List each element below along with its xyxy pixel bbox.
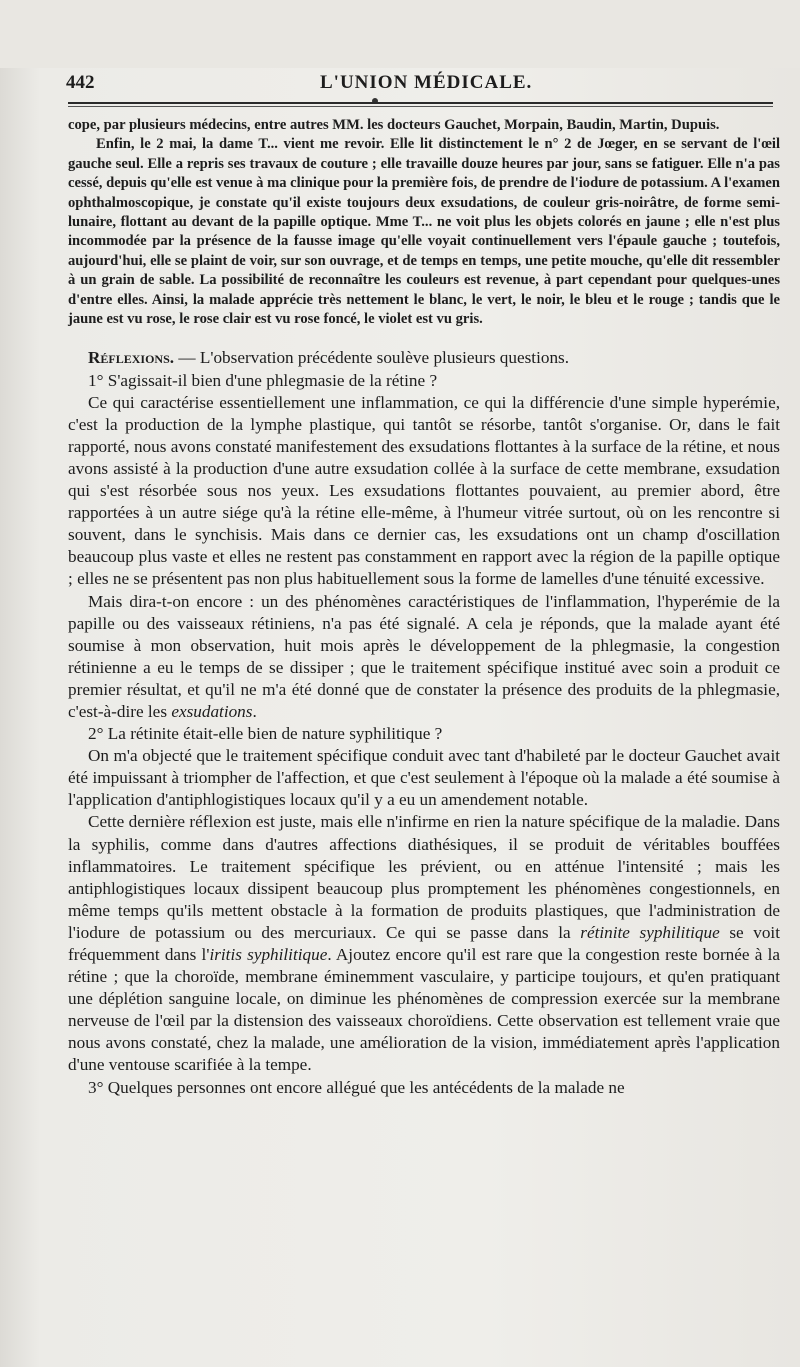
text-run: . Ajoutez encore qu'il est rare que la congestion reste bornée à la rétine ; que la choroïde, membrane éminemment vasculaire, y participe toujours, et qu'en pratiquant une déplétion sanguine locale, on diminue les phénomènes de compression exercée sur la membrane nerveuse de l'œil par la distension des vaisseaux choroïdiens. Cette observation est tellement vraie que nous avons constaté, chez la malade, une amélioration de la vision, immédiatement après l'application d'une ventouse scarifiée à la tempe. <box>68 945 780 1075</box>
page-number: 442 <box>66 72 95 93</box>
body-paragraph <box>68 591 780 724</box>
journal-title: L'UNION MÉDICALE. <box>320 72 533 93</box>
italic-term: iritis syphilitique <box>209 945 328 964</box>
body-paragraph <box>68 811 780 1076</box>
observation-text <box>68 116 780 329</box>
question-1: 1° S'agissait-il bien d'une phlegmasie de la rétine ? <box>88 370 438 390</box>
header-rule <box>68 102 773 104</box>
body-paragraph: Ce qui caractérise essentiellement une inflammation, ce qui la différencie d'une simple hyperémie, c'est la production de la lymphe plastique, qui tantôt se résorbe, tantôt s'organise. Or, dans le fait rapporté, nous avons constaté manifestement des exsudations flottantes à la surface de la rétine, et nous avons assisté à la production d'une autre exsudation collée à la surface de cette membrane, exsudation qui s'est résorbée sous nos yeux. Les exsudations flottantes pouvaient, au premier abord, être rapportées à un autre siége qu'à la rétine elle-même, à l'humeur vitrée surtout, où on les rencontre si souvent, dans le synchisis. Mais dans ce dernier cas, les exsudations ont un champ d'oscillation beaucoup plus vaste et elles ne restent pas constamment en rapport avec la région de la papille optique ; elles ne se présentent pas non plus habituellement sous la forme de lamelles d'une ténuité excessive. <box>68 392 780 589</box>
text-run: se voit fréquemment dans l' <box>68 922 780 964</box>
reflexions-section <box>68 347 780 1098</box>
observation-paragraph: cope, par plusieurs médecins, entre autres MM. les docteurs Gauchet, Morpain, Baudin, Martin, Dupuis. <box>68 117 720 133</box>
question-3: 3° Quelques personnes ont encore allégué que les antécédents de la malade ne <box>88 1077 625 1097</box>
text-run: Cette dernière réflexion est juste, mais elle n'infirme en rien la nature spécifique de la maladie. Dans la syphilis, comme dans d'autres affections diathésiques, il se produit de véritables bouffées inflammatoires. Le traitement spécifique les prévient, ou en atténue l'intensité ; mais les antiphlogistiques locaux dissipent beaucoup plus promptement les phénomènes congestionnels, en même temps qu'ils mettent obstacle à la formation de produits plastiques, que l'administration de l'iodure de potassium ou des mercuriaux. Ce qui se passe dans la <box>68 812 780 942</box>
italic-term: exsudations <box>171 701 253 721</box>
reflexions-intro <box>68 347 780 369</box>
page <box>0 68 800 1367</box>
text-run: Mais dira-t-on encore : un des phénomènes caractéristiques de l'inflammation, l'hyperémie de la papille ou des vaisseaux rétiniens, n'a pas été signalé. A cela je réponds, que la malade ayant été soumise à mon observation, huit mois après le développement de la phlegmasie, la congestion rétinienne a eu le temps de se dissiper ; que le traitement spécifique institué avec soin a produit ce premier résultat, et qu'il ne m'a été donné que de constater la présence des produits de la phlegmasie, c'est-à-dire les <box>68 591 780 721</box>
header-rule-thin <box>68 106 773 107</box>
page-header <box>68 68 773 108</box>
italic-term: rétinite syphilitique <box>580 922 720 942</box>
reflexions-intro-text: — L'observation précédente soulève plusieurs questions. <box>174 348 570 368</box>
text-run: . <box>252 701 257 721</box>
reflexions-heading: Réflexions. <box>88 348 175 368</box>
body-paragraph: On m'a objecté que le traitement spécifique conduit avec tant d'habileté par le docteur Gauchet avait été impuissant à triompher de l'affection, et que c'est seulement à l'époque où la malade a été soumise à l'application d'antiphlogistiques locaux qu'il y a eu un amendement notable. <box>68 746 780 810</box>
question-2: 2° La rétinite était-elle bien de nature syphilitique ? <box>88 724 443 744</box>
observation-paragraph: Enfin, le 2 mai, la dame T... vient me revoir. Elle lit distinctement le n° 2 de Jœger, en se servant de l'œil gauche seul. Elle a repris ses travaux de couture ; elle travaille douze heures par jour, sans se fatiguer. Elle n'a pas cessé, depuis qu'elle est venue à ma clinique pour la première fois, de prendre de l'iodure de potassium. A l'examen ophthalmoscopique, je constate qu'il existe toujours deux exsudations, de couleur gris-noirâtre, de forme semi-lunaire, flottant au devant de la papille optique. Mme T... ne voit plus les objets colorés en jaune ; elle n'est plus incommodée par la présence de la fausse image qu'elle voyait continuellement vers l'épaule gauche ; toutefois, aujourd'hui, elle se plaint de voir, sur son ouvrage, et de temps en temps, une petite mouche, qu'elle dit ressembler à un grain de sable. La possibilité de reconnaître les couleurs est revenue, à part cependant pour quelques-unes d'entre elles. Ainsi, la malade apprécie très nettement le blanc, le vert, le noir, le bleu et le rouge ; tandis que le jaune est vu rose, le rose clair est vu rose foncé, le violet est vu gris. <box>68 136 780 328</box>
